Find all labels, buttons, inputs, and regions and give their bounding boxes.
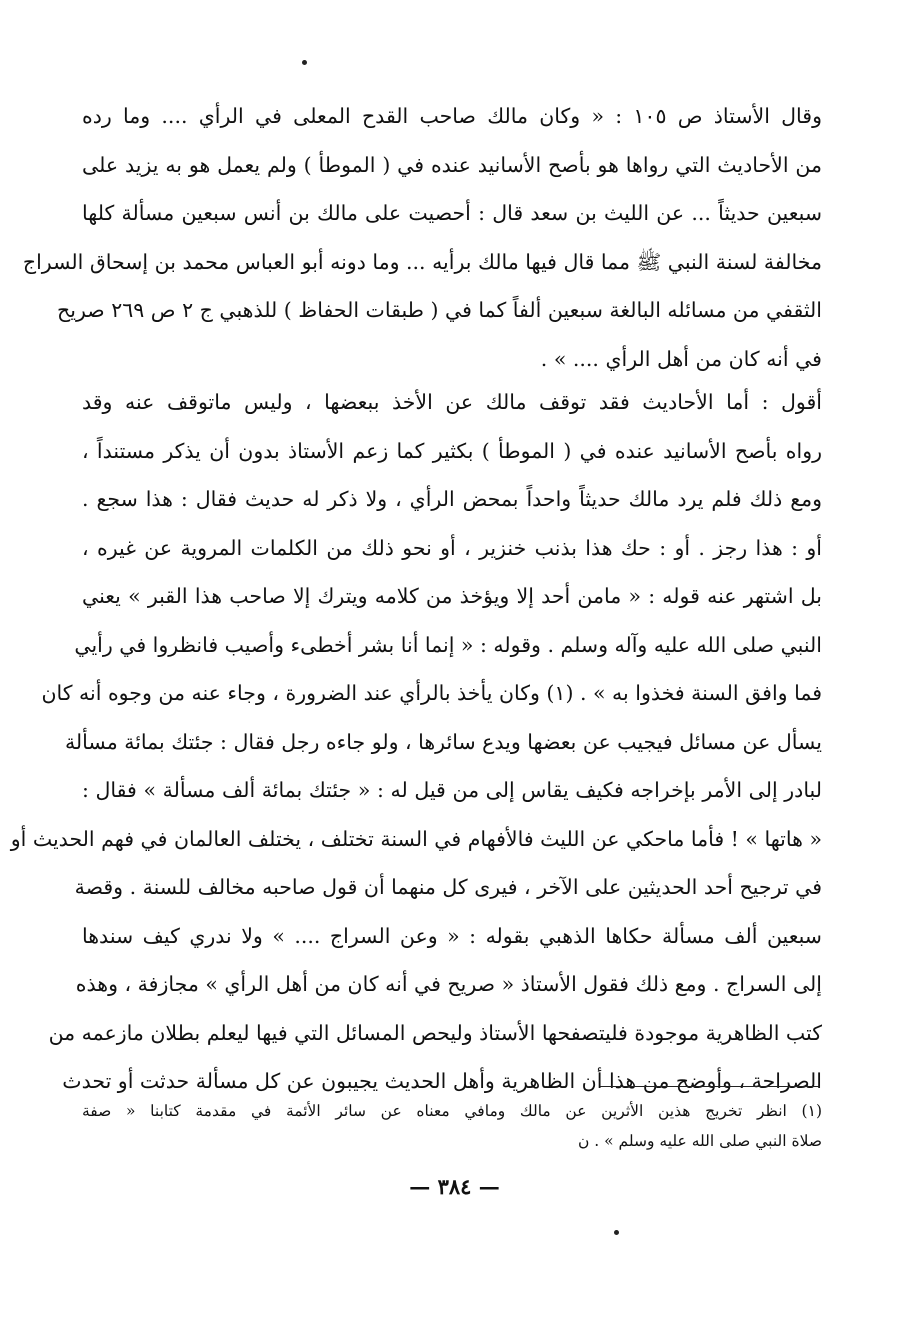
text-line: في أنه كان من أهل الرأي .... » . xyxy=(540,346,822,371)
paragraph-quote xyxy=(22,92,822,383)
text-line: في ترجيح أحد الحديثين على الآخر ، فيرى كل منهما أن قول صاحبه مخالف للسنة . وقصة xyxy=(74,875,822,899)
text-line: فما وافق السنة فخذوا به » . (١) وكان يأخذ بالرأي عند الضرورة ، وجاء عنه من وجوه أنه كان xyxy=(41,681,822,705)
footnote-divider xyxy=(600,1086,820,1087)
text-line: مخالفة لسنة النبي ﷺ مما قال فيها مالك برأيه ... وما دونه أبو العباس محمد بن إسحاق السراج xyxy=(22,249,822,274)
text-line: ومع ذلك فلم يرد مالك حديثاً واحداً بمحض الرأي ، ولا ذكر له حديث فقال : هذا سجع . xyxy=(82,487,822,511)
ink-speck xyxy=(614,1230,619,1235)
text-line: بل اشتهر عنه قوله : « مامن أحد إلا ويؤخذ من كلامه ويترك إلا صاحب هذا القبر » يعني xyxy=(82,584,822,608)
footnotes xyxy=(82,1096,822,1156)
text-line: إلى السراج . ومع ذلك فقول الأستاذ « صريح في أنه كان من أهل الرأي » مجازفة ، وهذه xyxy=(75,972,822,996)
text-line: أو : هذا رجز . أو : حك هذا بذنب خنزير ، أو نحو ذلك من الكلمات المروية عن غيره ، xyxy=(82,535,822,560)
footnote-line: صلاة النبي صلى الله عليه وسلم » . ن xyxy=(577,1132,822,1150)
text-line: سبعين ألف مسألة حكاها الذهبي بقوله : « وعن السراج .... » ولا ندري كيف سندها xyxy=(82,923,822,948)
text-line: رواه بأصح الأسانيد عنده في ( الموطأ ) بكثير كما زعم الأستاذ بدون أن يذكر مستنداً ، xyxy=(82,438,822,463)
paragraph-response xyxy=(10,378,822,1106)
text-line: من الأحاديث التي رواها هو بأصح الأسانيد عنده في ( الموطأ ) ولم يعمل هو به يزيد على xyxy=(82,152,822,177)
text-line: الثقفي من مسائله البالغة سبعين ألفاً كما في ( طبقات الحفاظ ) للذهبي ج ٢ ص ٢٦٩ صريح xyxy=(57,298,822,322)
text-line: كتب الظاهرية موجودة فليتصفحها الأستاذ وليحص المسائل التي فيها ليعلم بطلان مازعمه من xyxy=(48,1020,822,1045)
text-line: أقول : أما الأحاديث فقد توقف مالك عن الأخذ ببعضها ، وليس ماتوقف عنه وقد xyxy=(82,390,822,414)
ink-speck xyxy=(302,60,307,65)
text-line: النبي صلى الله عليه وآله وسلم . وقوله : « إنما أنا بشر أخطىء وأصيب فانظروا في رأيي xyxy=(74,632,822,657)
text-line: وقال الأستاذ ص ١٠٥ : « وكان مالك صاحب القدح المعلى في الرأي .... وما رده xyxy=(82,104,822,128)
text-line: سبعين حديثاً ... عن الليث بن سعد قال : أحصيت على مالك بن أنس سبعين مسألة كلها xyxy=(82,201,822,225)
text-line: لبادر إلى الأمر بإخراجه فكيف يقاس إلى من قيل له : « جئتك بمائة ألف مسألة » فقال : xyxy=(82,778,822,802)
page-number: — ٣٨٤ — xyxy=(409,1174,500,1199)
footnote-line: (١) انظر تخريج هذين الأثرين عن مالك ومافي معناه عن سائر الأئمة في مقدمة كتابنا « صفة xyxy=(82,1102,822,1120)
text-line: الصراحة ، وأوضح من هذا أن الظاهرية وأهل الحديث يجيبون عن كل مسألة حدثت أو تحدث xyxy=(62,1069,822,1093)
text-line: « هاتها » ! فأما ماحكي عن الليث فالأفهام في السنة تختلف ، يختلف العالمان في فهم الحديث أو xyxy=(10,826,822,851)
text-line: يسأل عن مسائل فيجيب عن بعضها ويدع سائرها ، ولو جاءه رجل فقال : جئتك بمائة مسألة xyxy=(64,729,822,754)
